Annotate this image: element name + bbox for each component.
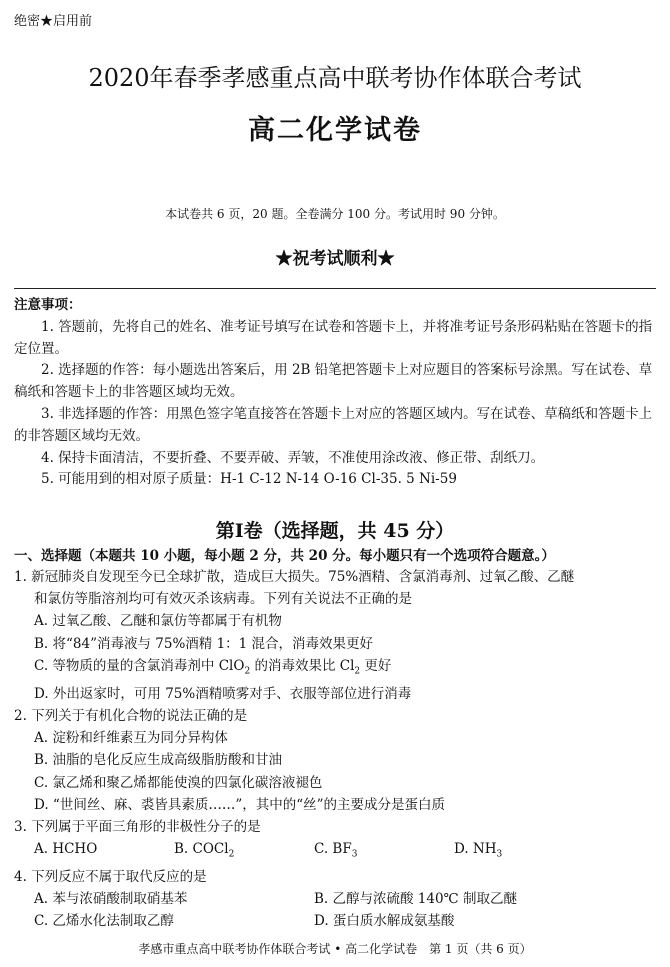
q4-option-b: B. 乙醇与浓硫酸 140℃ 制取乙醚 xyxy=(314,891,517,908)
q1-option-a: A. 过氧乙酸、乙醚和氯仿等都属于有机物 xyxy=(34,613,282,630)
exam-info: 本试卷共 6 页，20 题。全卷满分 100 分。考试用时 90 分钟。 xyxy=(165,207,505,221)
exam-title: 2020年春季孝感重点高中联考协作体联合考试 xyxy=(88,64,582,92)
question-4-stem: 4. 下列反应不属于取代反应的是 xyxy=(14,869,207,886)
q3-option-d: D. $NH_3$ xyxy=(454,841,503,860)
q3-option-a: A. HCHO xyxy=(34,841,98,858)
q4-option-c: C. 乙烯水化法制取乙醇 xyxy=(34,913,174,930)
question-1-stem: 1. 新冠肺炎自发现至今已全球扩散，造成巨大损失。75%酒精、含氯消毒剂、过氧乙酸、乙醚 xyxy=(14,569,575,585)
note-item: 2. 选择题的作答：每小题选出答案后，用 2B 铅笔把答题卡上对应题目的答案标号涂黑。写在试卷、草稿纸和答题卡上的非答题区域均无效。 xyxy=(14,362,653,401)
part-title: 第Ⅰ卷（选择题，共 45 分） xyxy=(215,520,455,542)
note-item: 5. 可能用到的相对原子质量：H-1 C-12 N-14 O-16 Cl-35. 5 Ni-59 xyxy=(41,471,457,488)
q3-options xyxy=(14,838,656,866)
q4-options-row1 xyxy=(14,888,656,910)
q1-option-c: C. 等物质的量的含氯消毒剂中 ClO$_2$ 的消毒效果比 $Cl_2$ 更好 xyxy=(34,657,392,677)
q2-option-c: C. 氯乙烯和聚乙烯都能使溴的四氯化碳溶液褪色 xyxy=(34,774,323,791)
note-item: 4. 保持卡面清洁，不要折叠、不要弄破、弄皱，不准使用涂改液、修正带、刮纸刀。 xyxy=(41,449,545,466)
q2-option-d: D. “世间丝、麻、裘皆具素质……”，其中的“丝”的主要成分是蛋白质 xyxy=(34,796,446,813)
q3-option-c: C. $BF_3$ xyxy=(314,841,358,860)
divider-line xyxy=(14,288,656,289)
notes-section xyxy=(14,295,656,491)
q2-option-b: B. 油脂的皂化反应生成高级脂肪酸和甘油 xyxy=(34,752,283,769)
q4-option-d: D. 蛋白质水解成氨基酸 xyxy=(314,913,455,930)
question-3-stem: 3. 下列属于平面三角形的非极性分子的是 xyxy=(14,818,261,835)
confidential-label: 绝密★启用前 xyxy=(14,14,93,29)
note-item: 3. 非选择题的作答：用黑色签字笔直接答在答题卡上对应的答题区域内。写在试卷、草稿纸和答题卡上的非答题区域均无效。 xyxy=(14,405,653,444)
q1-option-d: D. 外出返家时，可用 75%酒精喷雾对手、衣服等部位进行消毒 xyxy=(34,685,412,702)
paper-title: 高二化学试卷 xyxy=(248,115,422,146)
q4-option-a: A. 苯与浓硝酸制取硝基苯 xyxy=(34,891,188,908)
question-2-stem: 2. 下列关于有机化合物的说法正确的是 xyxy=(14,707,248,724)
question-1-stem-cont: 和氯仿等脂溶剂均可有效灭杀该病毒。下列有关说法不正确的是 xyxy=(34,591,412,608)
notes-heading: 注意事项： xyxy=(14,297,82,313)
q3-option-b: B. COCl$_2$ xyxy=(174,841,235,860)
page-footer: 孝感市重点高中联考协作体联合考试 • 高二化学试卷 第 1 页（共 6 页） xyxy=(138,942,532,956)
questions xyxy=(14,566,656,933)
q4-options-row2 xyxy=(14,910,656,932)
section-title: 一、选择题（本题共 10 小题，每小题 2 分，共 20 分。每小题只有一个选项符合题意。） xyxy=(14,548,555,564)
q1-option-b: B. 将“84”消毒液与 75%酒精 1：1 混合，消毒效果更好 xyxy=(34,635,374,652)
good-luck-banner: ★祝考试顺利★ xyxy=(275,249,395,269)
note-item: 1. 答题前，先将自己的姓名、准考证号填写在试卷和答题卡上，并将准考证号条形码粘贴在答题卡的指定位置。 xyxy=(14,318,653,357)
q2-option-a: A. 淀粉和纤维素互为同分异构体 xyxy=(34,730,228,747)
